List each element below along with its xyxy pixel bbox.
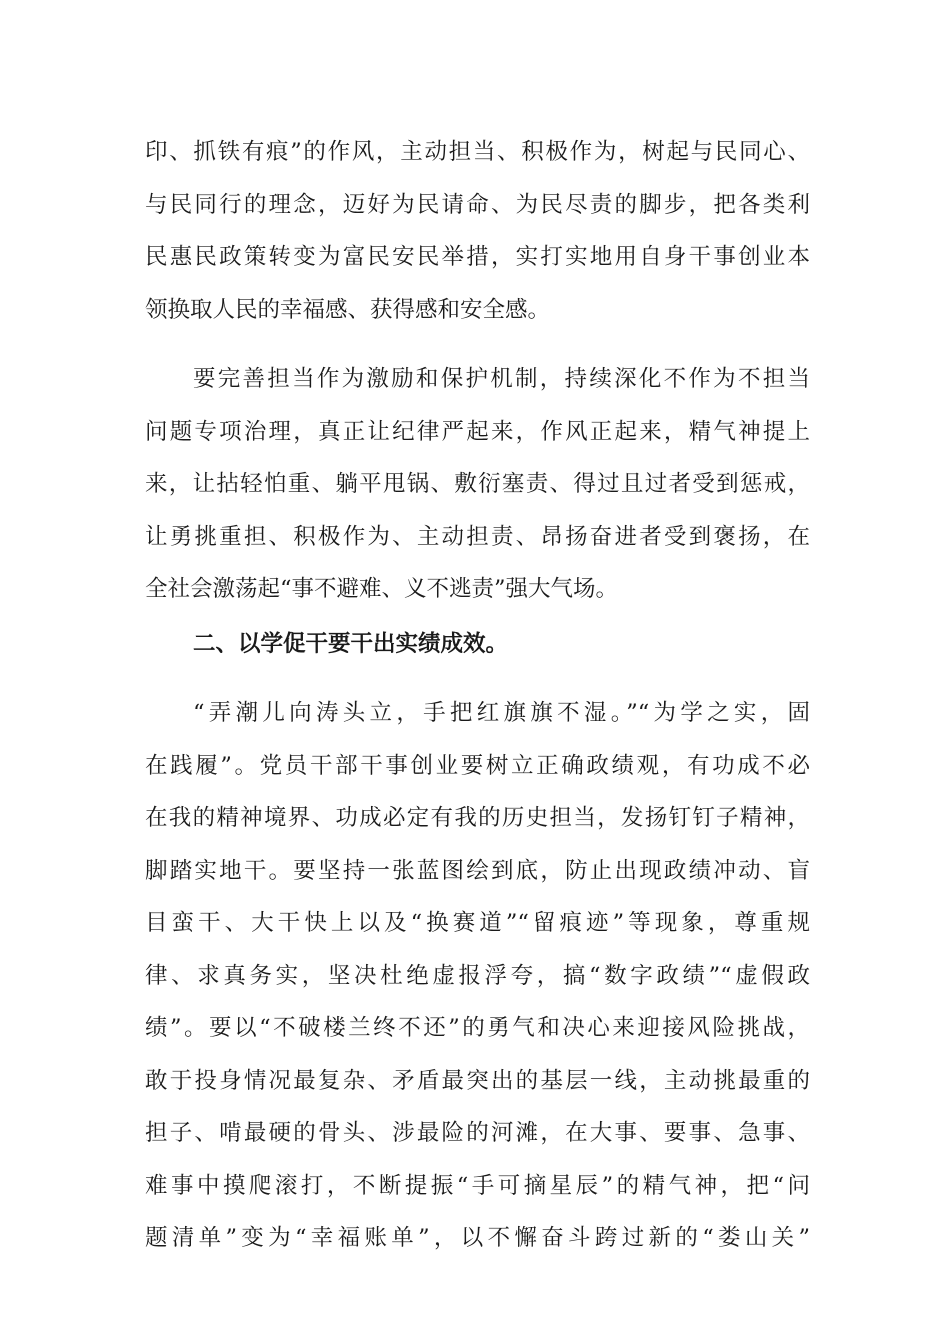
paragraph-line: 让勇挑重担、积极作为、主动担责、昂扬奋进者受到褒扬，在 <box>145 523 810 550</box>
paragraph-line: 来，让拈轻怕重、躺平甩锅、敷衍塞责、得过且过者受到惩戒， <box>145 471 810 497</box>
paragraph-line: 民惠民政策转变为富民安民举措，实打实地用自身干事创业本 <box>145 244 810 270</box>
paragraph-3 <box>145 687 810 1265</box>
paragraph-line: 目蛮干、大干快上以及“换赛道”“留痕迹”等现象，尊重规 <box>145 910 810 936</box>
paragraph-line: 要完善担当作为激励和保护机制，持续深化不作为不担当 <box>193 366 810 392</box>
paragraph-line: 在践履”。党员干部干事创业要树立正确政绩观，有功成不必 <box>145 752 810 779</box>
paragraph-line: “弄潮儿向涛头立，手把红旗旗不湿。”“为学之实，固 <box>193 700 810 726</box>
section-heading-text: 二、以学促干要干出实绩成效。 <box>193 630 509 657</box>
paragraph-line: 全社会激荡起“事不避难、义不逃责”强大气场。 <box>145 576 619 602</box>
section-heading <box>145 618 810 671</box>
paragraph-line: 脚踏实地干。要坚持一张蓝图绘到底，防止出现政绩冲动、盲 <box>145 857 810 884</box>
paragraph-line: 担子、啃最硬的骨头、涉最险的河滩，在大事、要事、急事、 <box>145 1120 810 1146</box>
paragraph-line: 敢于投身情况最复杂、矛盾最突出的基层一线，主动挑最重的 <box>145 1067 810 1094</box>
paragraph-line: 问题专项治理，真正让纪律严起来，作风正起来，精气神提上 <box>145 418 810 445</box>
paragraph-1 <box>145 126 810 336</box>
paragraph-2 <box>145 353 810 616</box>
paragraph-line: 在我的精神境界、功成必定有我的历史担当，发扬钉钉子精神， <box>145 805 810 831</box>
paragraph-line: 与民同行的理念，迈好为民请命、为民尽责的脚步，把各类利 <box>145 191 810 218</box>
paragraph-line: 题清单”变为“幸福账单”，以不懈奋斗跨过新的“娄山关” <box>145 1225 810 1251</box>
paragraph-line: 律、求真务实，坚决杜绝虚报浮夸，搞“数字政绩”“虚假政 <box>145 962 810 989</box>
paragraph-line: 绩”。要以“不破楼兰终不还”的勇气和决心来迎接风险挑战， <box>145 1015 810 1041</box>
paragraph-line: 领换取人民的幸福感、获得感和安全感。 <box>145 296 551 323</box>
paragraph-line: 难事中摸爬滚打，不断提振“手可摘星辰”的精气神，把“问 <box>145 1172 810 1199</box>
paragraph-line: 印、抓铁有痕”的作风，主动担当、积极作为，树起与民同心、 <box>145 139 810 165</box>
document-page <box>145 126 810 1265</box>
